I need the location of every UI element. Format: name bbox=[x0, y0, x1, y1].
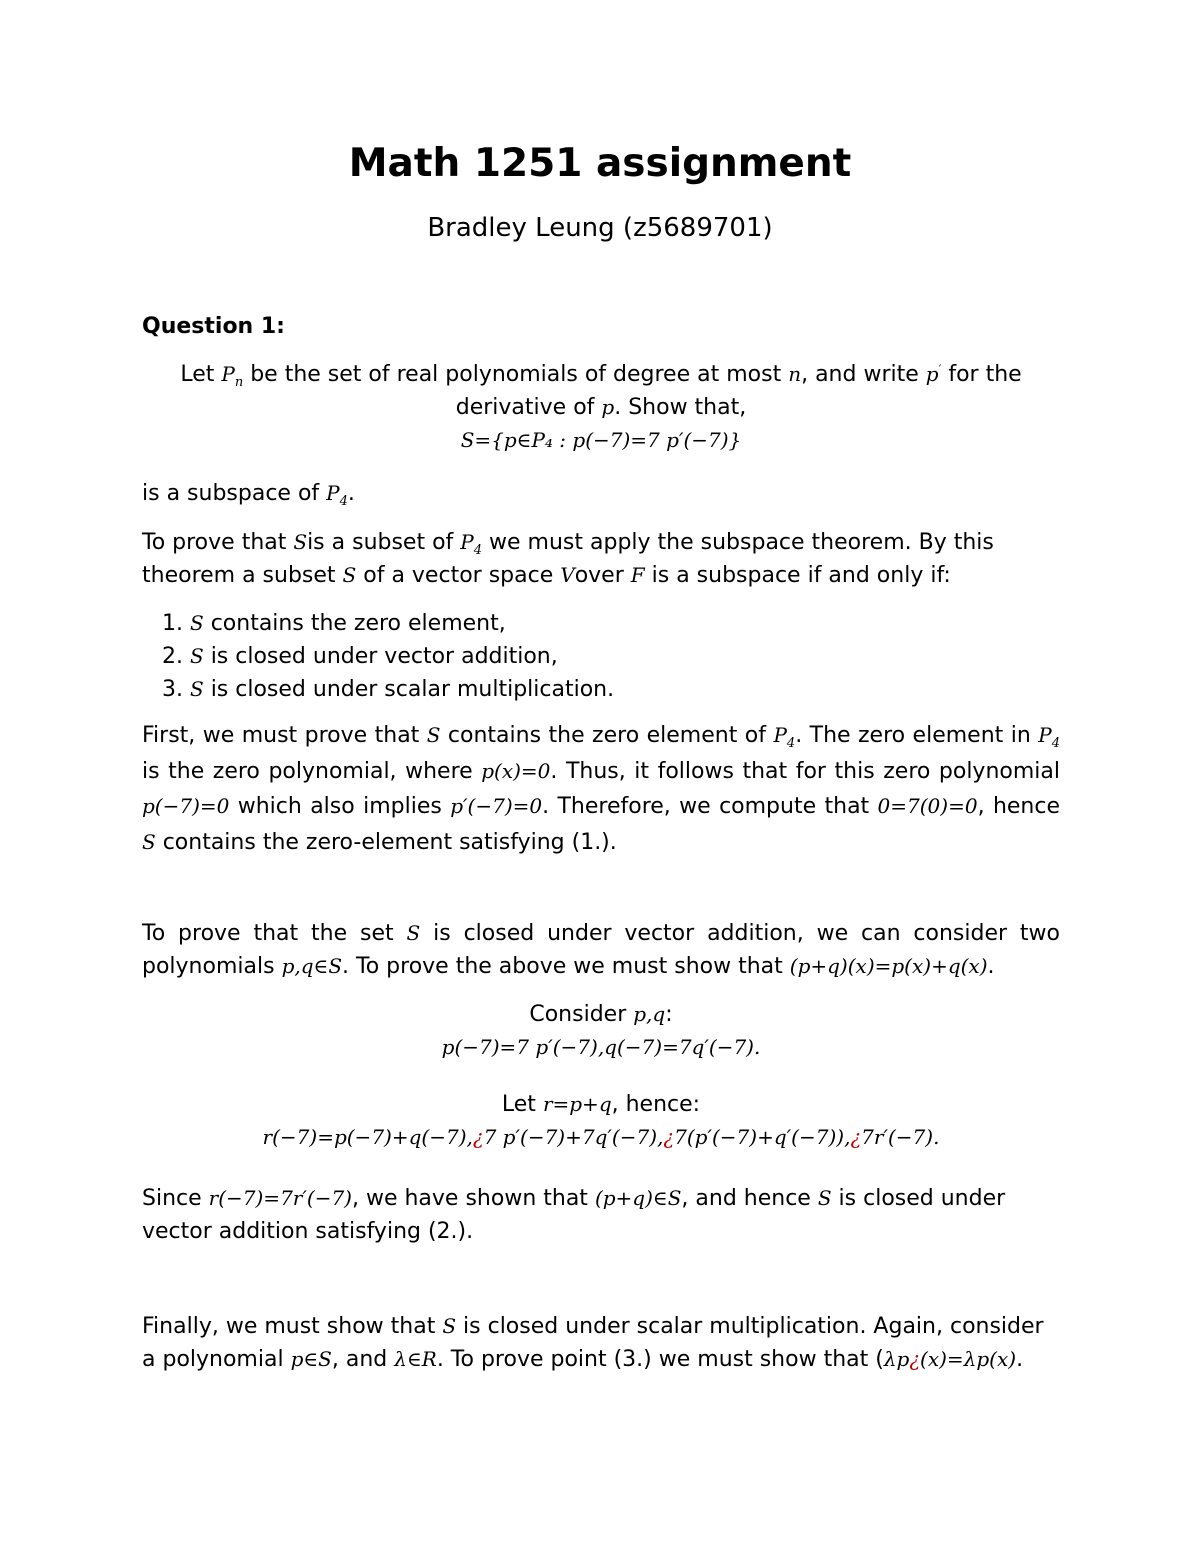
conditions-list bbox=[142, 607, 1060, 706]
question-closing: is a subspace of $P_4$. bbox=[142, 481, 355, 509]
set-definition: S={p∈P₄ : p(−7)=7 p′(−7)} bbox=[460, 428, 742, 452]
r-equation: r(−7)=p(−7)+q(−7),¿7 p′(−7)+7q′(−7),¿7(p′(−7)+q′(−7)),¿7r′(−7). bbox=[262, 1125, 940, 1149]
document-title: Math 1251 assignment bbox=[348, 141, 852, 186]
list-item: 1. S contains the zero element, bbox=[190, 607, 1060, 640]
math-p-prime: p′ bbox=[925, 362, 942, 386]
prompt-text: Let bbox=[180, 362, 222, 387]
question-prompt bbox=[142, 358, 1060, 457]
math-P4: $P_4$ bbox=[460, 530, 483, 558]
zero-element-paragraph: First, we must prove that S contains the zero element of $P_4$. The zero element in $P_4$ is the zero polynomial, where p(x)=0. Thus, it follows that for this zero polynomial p(−7)=0 which also implies p′(−7)=0. Therefore, we compute that 0=7(0)=0, hence S contains the zero-element satisfying (1.). bbox=[142, 723, 1060, 855]
math-V: V bbox=[560, 563, 575, 587]
math-F: F bbox=[630, 563, 645, 587]
pq-equation: p(−7)=7 p′(−7),q(−7)=7q′(−7). bbox=[441, 1035, 761, 1059]
prompt-text: . Show that, bbox=[614, 395, 747, 420]
prompt-text: derivative of bbox=[455, 395, 602, 420]
let-block: Let r=p+q, hence: r(−7)=p(−7)+q(−7),¿7 p′(−7)+7q′(−7),¿7(p′(−7)+q′(−7)),¿7r′(−7). bbox=[262, 1092, 940, 1149]
prompt-text: be the set of real polynomials of degree at most bbox=[243, 362, 789, 387]
list-item: 2. S is closed under vector addition, bbox=[190, 640, 1060, 673]
author-line: Bradley Leung (z5689701) bbox=[427, 213, 773, 243]
scalar-paragraph: Finally, we must show that S is closed under scalar multiplication. Again, consider a polynomial p∈S, and λ∈R. To prove point (3.) we must show that (λp¿(x)=λp(x). bbox=[142, 1314, 1044, 1372]
intro-paragraph: To prove that Sis a subset of $P_4$ we must apply the subspace theorem. By this theorem a subset S of a vector space Vover F is a subspace if and only if: bbox=[142, 530, 994, 588]
since-paragraph: Since r(−7)=7r′(−7), we have shown that (p+q)∈S, and hence S is closed under vector addition satisfying (2.). bbox=[142, 1186, 1006, 1244]
math-Pn: $P_n$ bbox=[221, 362, 244, 390]
math-S: S bbox=[342, 563, 357, 587]
math-P4: $P_4$ bbox=[326, 481, 348, 509]
math-S: S bbox=[293, 530, 308, 554]
consider-block: Consider p,q: p(−7)=7 p′(−7),q(−7)=7q′(−7). bbox=[441, 1002, 761, 1059]
list-item: 3. S is closed under scalar multiplication. bbox=[190, 673, 1060, 706]
prompt-text: for the bbox=[941, 362, 1022, 387]
math-p: p bbox=[601, 395, 615, 419]
math-n: n bbox=[788, 362, 802, 386]
prompt-text: , and write bbox=[801, 362, 926, 387]
question-heading: Question 1: bbox=[142, 314, 285, 339]
addition-paragraph: To prove that the set S is closed under vector addition, we can consider two polynomials p,q∈S. To prove the above we must show that (p+q)(x)=p(x)+q(x). bbox=[142, 921, 1060, 979]
